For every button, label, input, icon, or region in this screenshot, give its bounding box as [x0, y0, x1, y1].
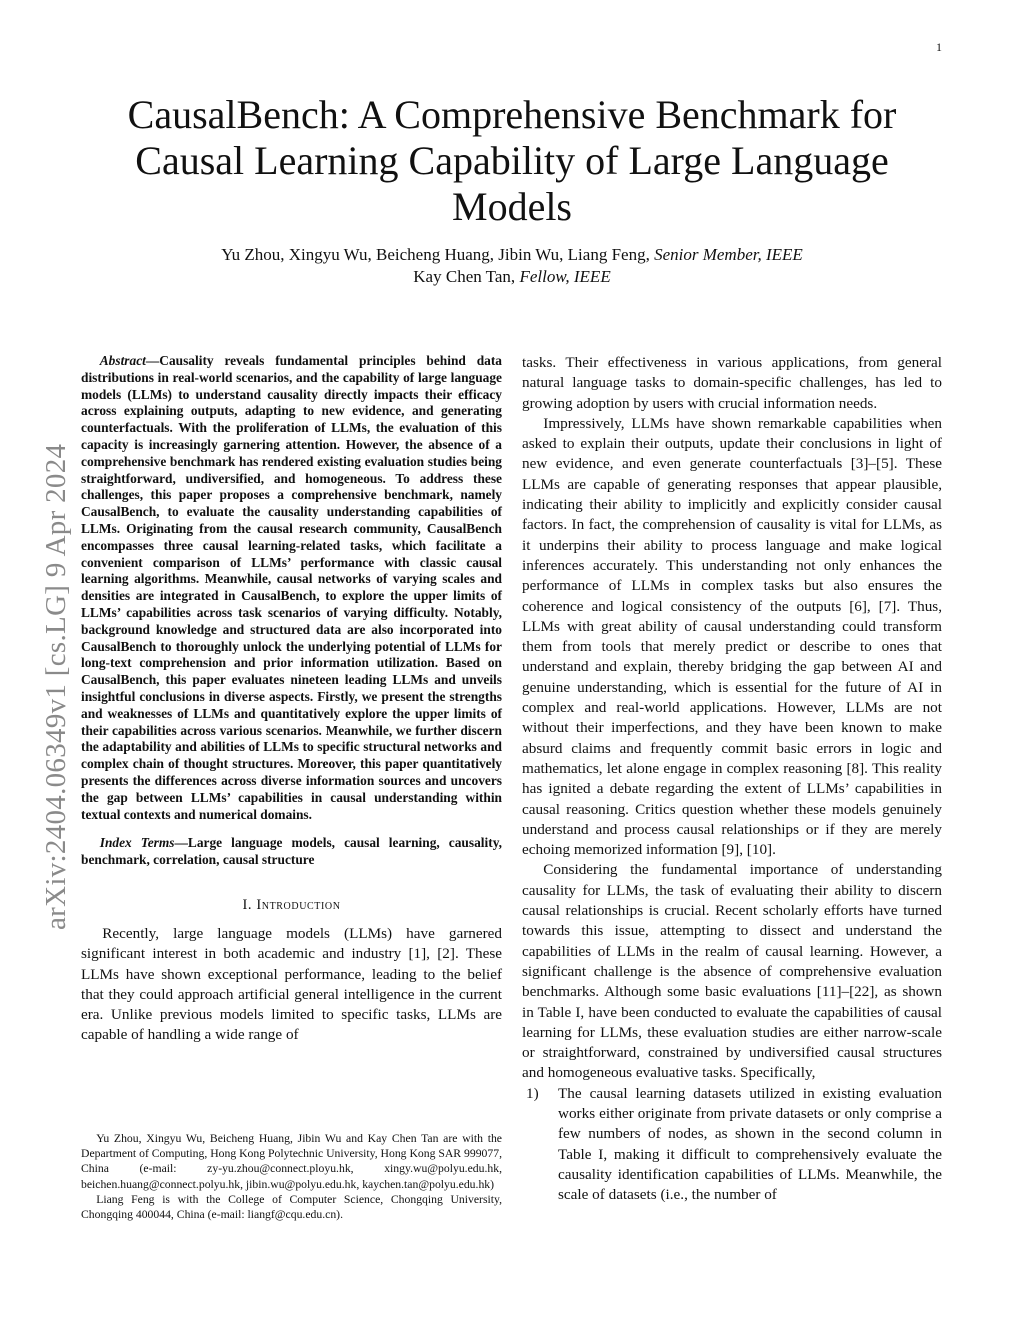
index-terms-text: —Large language models, causal learning, causality, benchmark, correlation, causal structure: [81, 835, 502, 868]
abstract-text: —Causality reveals fundamental principles behind data distributions in real-world scenarios, and the capability of large language models (LLMs) to understand causality directly impacts their efficacy across explaining outputs, adapting to new evidence, and generating counterfactuals. With the proliferation of LLMs, the evaluation of this capacity is increasingly garnering attention. However, the absence of a comprehensive benchmark has rendered existing evaluation studies being straightforward, undiversified, and homogeneous. To address these challenges, this paper proposes a comprehensive benchmark, namely CausalBench, to evaluate the causality understanding capabilities of LLMs. Originating from the causal research community, CausalBench encompasses three causal learning-related tasks, which facilitate a convenient comparison of LLMs’ performance with classic causal learning algorithms. Meanwhile, causal networks of varying scales and densities are integrated in CausalBench, to explore the upper limits of LLMs’ capabilities across task scenarios of varying difficulty. Notably, background knowledge and structured data are also incorporated into CausalBench to thoroughly unlock the underlying potential of LLMs for long-text comprehension and prior information utilization. Based on CausalBench, this paper evaluates nineteen leading LLMs and unveils insightful conclusions in diverse aspects. Firstly, we present the strengths and weaknesses of LLMs and quantitatively explore the upper limits of their capabilities across various scenarios. Meanwhile, we further discern the adaptability and abilities of LLMs to specific structural networks and complex chain of thought structures. Moreover, this paper quantitatively presents the differences across diverse information sources and uncovers the gap between LLMs’ capabilities in causal understanding within textual contexts and numerical domains.: [81, 353, 502, 822]
author-names-1: Yu Zhou, Xingyu Wu, Beicheng Huang, Jibin Wu, Liang Feng,: [221, 245, 655, 264]
right-paragraph-3: Considering the fundamental importance of understanding causality for LLMs, the task of evaluating their ability to discern causal relationships is crucial. Recent scholarly efforts have turned towards this issue, attempting to dissect and understand the capabilities of LLMs in the realm of causal learning. However, a significant challenge is the absence of comprehensive evaluation benchmarks. Although some basic evaluations [11]–[22], as shown in Table I, have been conducted to evaluate the capabilities of causal learning for LLMs, these evaluation studies are either narrow-scale or straightforward, constrained by undiversified causal structures and homogeneous evaluative tasks. Specifically,: [522, 861, 942, 1082]
author-names-2: Kay Chen Tan,: [413, 267, 520, 286]
author-line-2: [90, 266, 934, 288]
footnote-affiliation-1: Yu Zhou, Xingyu Wu, Beicheng Huang, Jibin Wu and Kay Chen Tan are with the Department of Computing, Hong Kong Polytechnic University, Hong Kong SAR 999077, China (e-mail: zy-yu.zhou@connect.ployu.hk, xingy.wu@polyu.edu.hk, beichen.huang@connect.polyu.hk, jibin.wu@polyu.edu.hk, kaychen.tan@polyu.edu.hk): [81, 1132, 502, 1191]
author-block: [90, 244, 934, 288]
page-number: 1: [936, 40, 942, 54]
list-item-number: 1): [526, 1084, 539, 1102]
author-role-1: Senior Member, IEEE: [654, 245, 803, 264]
author-line-1: [90, 244, 934, 266]
intro-paragraph-left: Recently, large language models (LLMs) have garnered significant interest in both academic and industry [1], [2]. These LLMs have shown exceptional performance, leading to the belief that they could approach artificial general intelligence in the current era. Unlike previous models limited to specific tasks, LLMs are capable of handling a wide range of: [81, 924, 502, 1044]
author-role-2: Fellow, IEEE: [519, 267, 611, 286]
left-column: [81, 353, 502, 1046]
challenge-list: [522, 1084, 942, 1206]
right-paragraph-1: tasks. Their effectiveness in various applications, from general natural language tasks to domain-specific challenges, has led to growing adoption by users with crucial information needs.: [522, 354, 942, 412]
abstract-label: Abstract: [99, 353, 146, 368]
section-heading-introduction: I. Introduction: [242, 896, 341, 913]
right-paragraph-2: Impressively, LLMs have shown remarkable capabilities when asked to explain their outputs, update their conclusions in light of new evidence, and even generate counterfactuals [3]–[5]. These LLMs are capable of generating responses that appear plausible, indicating their ability to implicitly and explicitly consider causal factors. In fact, the comprehension of causality is vital for LLMs, as it underpins their ability to process language and make logical inferences accurately. This understanding not only enhances the performance of LLMs in complex tasks but also ensures the coherence and logical consistency of the outputs [6], [7]. Thus, LLMs with great ability of causal understanding could transform them from tools that merely predict or describe to ones that understand and explain, thereby bridging the gap between AI and genuine understanding, which is essential for the future of AI in complex and real-world applications. However, LLMs are not without their imperfections, and they have been known to make absurd claims and frequently commit basic errors in logic and mathematics, let alone engage in complex reasoning [8]. This reality has ignited a debate regarding the extent of LLMs’ capabilities in causal reasoning. Critics question whether these models genuinely understand and process causal relationships or if they are merely echoing memorized information [9], [10].: [522, 414, 942, 859]
footnote-affiliation-2: Liang Feng is with the College of Computer Science, Chongqing University, Chongqing 400044, China (e-mail: liangf@cqu.edu.cn).: [81, 1192, 502, 1222]
index-terms-label: Index Terms: [99, 835, 175, 851]
list-item: [522, 1084, 942, 1206]
list-item-text: The causal learning datasets utilized in existing evaluation works either originate from private datasets or only comprise a few numbers of nodes, as shown in the second column in Table I, making it difficult to comprehensively evaluate the causality identification capabilities of LLMs. Meanwhile, the scale of datasets (i.e., the number of: [558, 1084, 942, 1204]
index-terms: [81, 835, 502, 869]
arxiv-stamp: arXiv:2404.06349v1 [cs.LG] 9 Apr 2024: [40, 443, 72, 930]
author-footnote: [81, 1131, 502, 1222]
right-column: [522, 353, 942, 1205]
paper-title: CausalBench: A Comprehensive Benchmark for Causal Learning Capability of Large Language Models: [127, 92, 897, 229]
abstract: [81, 353, 502, 823]
